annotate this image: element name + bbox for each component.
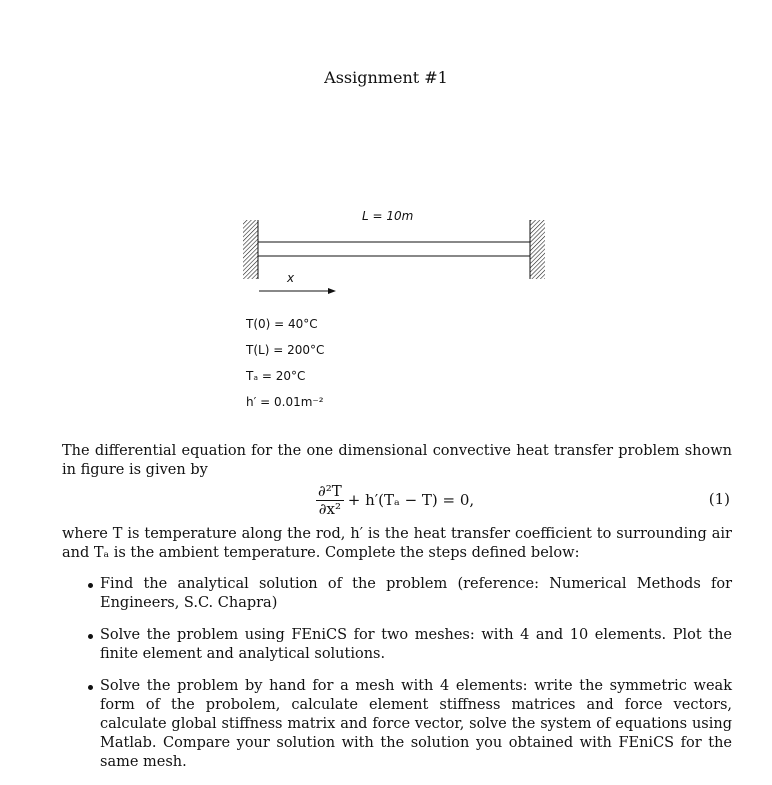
equation-number: (1) — [708, 490, 730, 508]
equation-rest: + h′(Tₐ − T) = 0, — [347, 491, 475, 509]
list-item — [62, 626, 732, 664]
fraction-numerator: ∂²T — [318, 481, 342, 500]
list-item-text: Find the analytical solution of the problem (reference: Numerical Methods for Engineers, S.C. Chapra) — [100, 576, 732, 611]
page-title: Assignment #1 — [324, 68, 448, 87]
boundary-conditions — [246, 316, 324, 420]
rod — [258, 242, 530, 256]
x-axis-label: x — [287, 271, 295, 285]
right-wall-hatch — [530, 220, 545, 279]
condition-heat-coeff: h′ = 0.01m⁻² — [246, 395, 324, 409]
task-list — [62, 575, 732, 785]
description-paragraph: where T is temperature along the rod, h′ is the heat transfer coefficient to surrounding air and Tₐ is the ambient temperature. Complete the steps defined below: — [62, 526, 732, 561]
list-item-text: Solve the problem by hand for a mesh with 4 elements: write the symmetric weak form of the probolem, calculate element stiffness matrices and force vectors, calculate global stiffness matrix and force vector, solve the system of equations using Matlab. Compare your solution with the solution you obtained with FEniCS for the same mesh. — [100, 678, 732, 770]
x-axis-arrowhead-icon — [328, 288, 336, 294]
list-item — [62, 677, 732, 772]
condition-left-temp: T(0) = 40°C — [246, 317, 318, 331]
condition-right-temp: T(L) = 200°C — [246, 343, 325, 357]
left-wall-hatch — [243, 220, 258, 279]
equation-1 — [0, 480, 772, 520]
second-derivative-fraction — [316, 483, 344, 518]
condition-ambient-temp: Tₐ = 20°C — [246, 369, 306, 383]
fraction-denominator: ∂x² — [318, 499, 341, 518]
list-item-text: Solve the problem using FEniCS for two meshes: with 4 and 10 elements. Plot the finite element and analytical solutions. — [100, 627, 732, 662]
bullet-icon — [88, 685, 93, 690]
bullet-icon — [88, 634, 93, 639]
length-label: L = 10m — [362, 209, 414, 223]
list-item — [62, 575, 732, 613]
intro-paragraph: The differential equation for the one dimensional convective heat transfer problem shown in figure is given by — [62, 443, 732, 478]
bullet-icon — [88, 583, 93, 588]
